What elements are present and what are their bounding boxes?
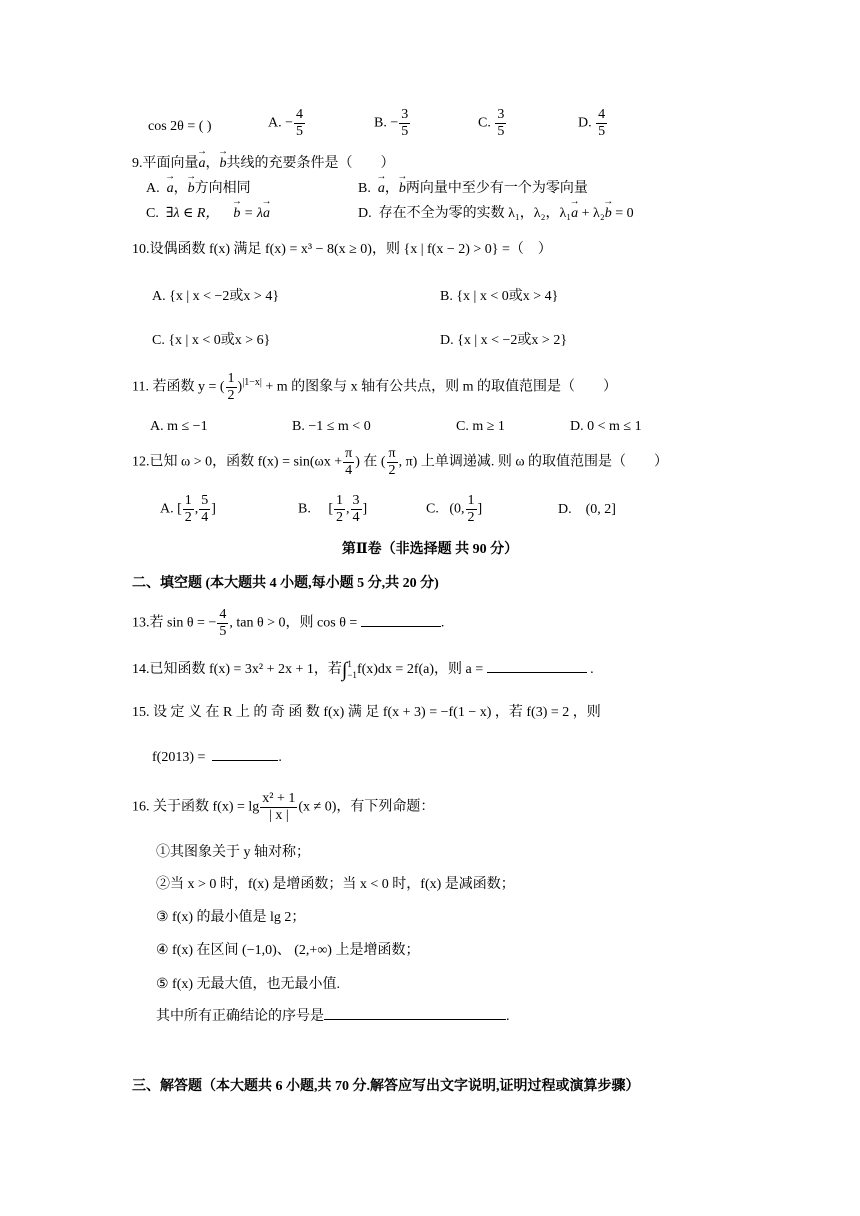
- q12-option-d: D. (0, 2]: [558, 502, 616, 517]
- q16-item-4: ④ f(x) 在区间 (−1,0)、 (2,+∞) 上是增函数；: [156, 943, 420, 958]
- q14-answer-blank[interactable]: [487, 672, 587, 673]
- q9-option-c: C. ∃λ ∈ R， → b = λ→ a: [146, 207, 270, 221]
- q9-option-d: D. 存在不全为零的实数 λ₁，λ₂，λ₁→ a + λ₂→ b = 0: [358, 207, 634, 221]
- q16-answer-blank[interactable]: [324, 1019, 506, 1020]
- q16-item-2: ②当 x > 0 时，f(x) 是增函数；当 x < 0 时，f(x) 是减函数；: [156, 877, 515, 892]
- q12-option-a: A. [ $\frac{1}{2}$ , $\frac{5}{4}$ ]: [160, 493, 216, 525]
- q16-item-1: ①其图象关于 y 轴对称；: [156, 845, 310, 860]
- q13-stem: 13.若 sin θ = − $\frac{4}{5}$ , tan θ > 0，则 cos θ = .: [132, 607, 445, 639]
- q11-option-b: B. −1 ≤ m < 0: [292, 419, 371, 434]
- q10-stem: 10.设偶函数 f(x) 满足 f(x) = x³ − 8(x ≥ 0)，则 {x | f(x − 2) > 0} =（ ）: [132, 242, 552, 257]
- q16-stem: 16. 关于函数 f(x) = lg $\frac{\text{x² + 1}}{| x |}$ (x ≠ 0)，有下列命题：: [132, 791, 435, 823]
- q10-option-c: C. {x | x < 0或x > 6}: [152, 333, 271, 348]
- q9-stem: 9.平面向量→ a，→ b共线的充要条件是（ ）: [132, 157, 395, 171]
- part2-title: 第Ⅱ卷（非选择题 共 90 分）: [341, 542, 519, 557]
- q16-item-5: ⑤ f(x) 无最大值，也无最小值.: [156, 977, 341, 992]
- q9-option-b: B. → a，→ b两向量中至少有一个为零向量: [358, 182, 588, 196]
- section3-title: 三、解答题（本大题共 6 小题,共 70 分.解答应写出文字说明,证明过程或演算步骤）: [132, 1079, 640, 1094]
- q11-option-c: C. m ≥ 1: [456, 419, 505, 434]
- section2-title: 二、填空题 (本大题共 4 小题,每小题 5 分,共 20 分): [132, 576, 439, 591]
- q11-option-d: D. 0 < m ≤ 1: [570, 419, 642, 434]
- q8-option-d: D. $\frac{4}{5}$: [578, 107, 606, 139]
- q8-option-b: B. − $\frac{3}{5}$: [374, 107, 409, 139]
- q12-option-b: B. [ $\frac{1}{2}$ , $\frac{3}{4}$ ]: [298, 493, 368, 525]
- q11-stem: 11. 若函数 y = ( $\frac{1}{2}$ )$^{|1-x|}$ + m 的图象与 x 轴有公共点，则 m 的取值范围是（ ）: [132, 371, 618, 403]
- q15-line1: 15. 设 定 义 在 R 上 的 奇 函 数 f(x) 满 足 f(x + 3) = −f(1 − x) ，若 f(3) = 2 ，则: [132, 705, 601, 720]
- q15-answer-blank[interactable]: [212, 760, 278, 761]
- q16-conclusion: 其中所有正确结论的序号是 .: [156, 1009, 510, 1024]
- q11-option-a: A. m ≤ −1: [150, 419, 208, 434]
- q14-stem: 14.已知函数 f(x) = 3x² + 2x + 1，若∫ 1 −1 f(x)dx = 2f(a)，则 a = .: [132, 658, 594, 681]
- q16-item-3: ③ f(x) 的最小值是 lg 2；: [156, 910, 306, 925]
- q13-answer-blank[interactable]: [361, 626, 441, 627]
- q10-option-b: B. {x | x < 0或x > 4}: [440, 289, 559, 304]
- q8-option-a: A. − $\frac{4}{5}$: [268, 107, 304, 139]
- q9-option-a: A. → a，→ b方向相同: [146, 182, 251, 196]
- q15-line2: f(2013) = .: [152, 750, 282, 765]
- q12-option-c: C. (0, $\frac{1}{2}$ ]: [426, 493, 483, 525]
- q8-option-c: C. $\frac{3}{5}$: [478, 107, 505, 139]
- q10-option-a: A. {x | x < −2或x > 4}: [152, 289, 280, 304]
- q8-stem: cos 2θ = ( ): [148, 119, 212, 134]
- q10-option-d: D. {x | x < −2或x > 2}: [440, 333, 568, 348]
- q12-stem: 12.已知 ω > 0，函数 f(x) = sin(ωx + $\frac{\pi}{4}$ ) 在 ( $\frac{\pi}{2}$ , π) 上单调递减. 则 ω 的取值范围是（ ）: [132, 446, 669, 478]
